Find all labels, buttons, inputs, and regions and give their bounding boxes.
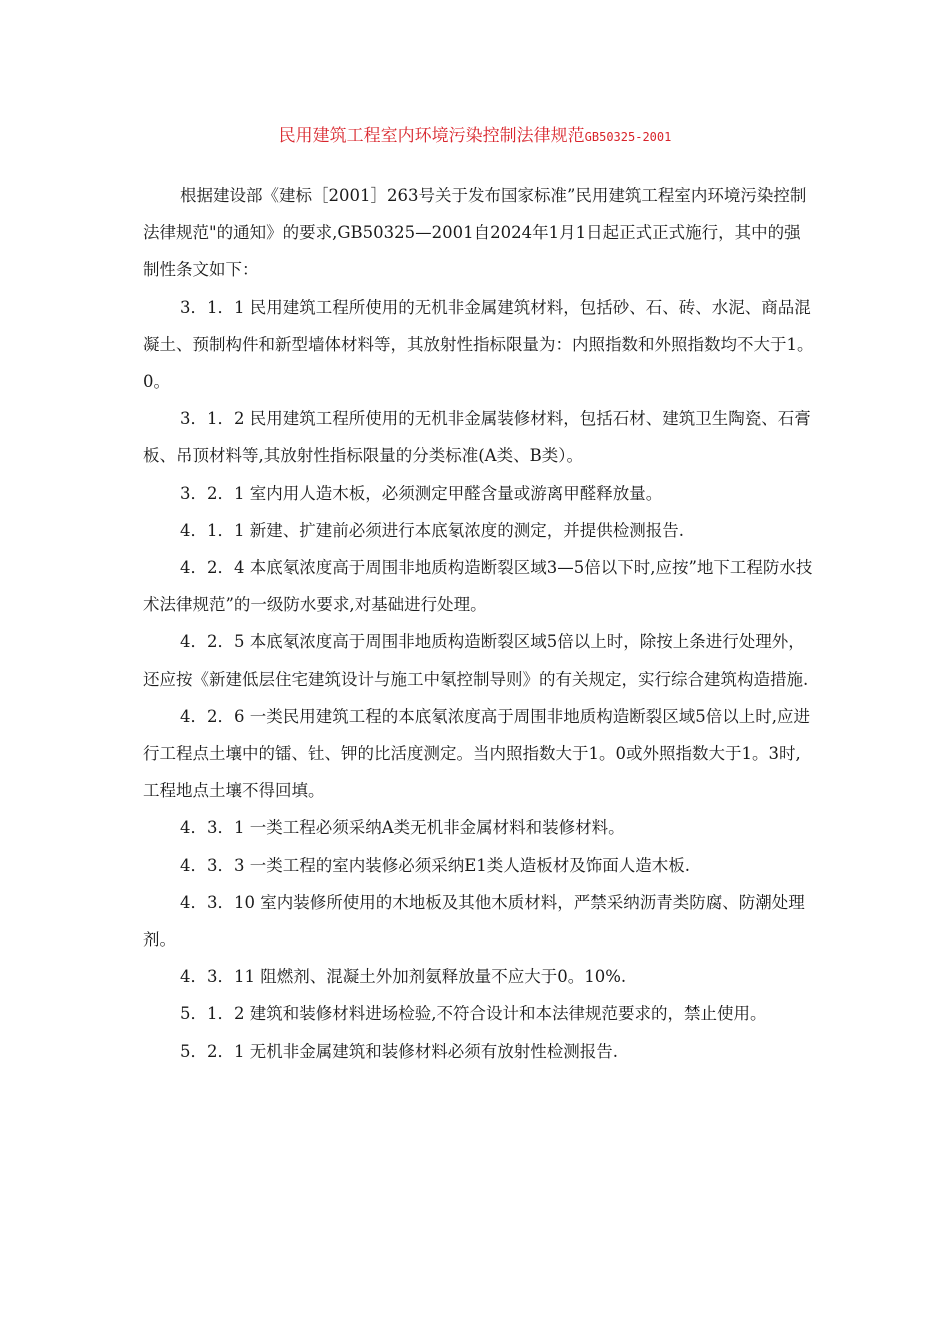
paragraph-3-1-2: 3．1．2 民用建筑工程所使用的无机非金属装修材料，包括石材、建筑卫生陶瓷、石膏板、吊顶材料等,其放射性指标限量的分类标准(A类、B类）。 [143,409,811,466]
paragraph-4-3-1: 4．3．1 一类工程必须采纳A类无机非金属材料和装修材料。 [180,818,625,838]
paragraph-4-2-5: 4．2．5 本底氡浓度高于周围非地质构造断裂区域5倍以上时，除按上条进行处理外，还应按《新建低层住宅建筑设计与施工中氡控制导则》的有关规定，实行综合建筑构造措施. [143,632,809,689]
paragraph-5-2-1: 5．2．1 无机非金属建筑和装修材料必须有放射性检测报告. [180,1041,618,1061]
paragraph-4-3-10: 4．3．10 室内装修所使用的木地板及其他木质材料，严禁采纳沥青类防腐、防潮处理剂。 [143,892,805,950]
document-title [0,124,950,149]
title-code: GB50325-2001 [584,130,672,144]
paragraph-3-1-1: 3．1．1 民用建筑工程所使用的无机非金属建筑材料，包括砂、石、砖、水泥、商品混凝土、预制构件和新型墙体材料等，其放射性指标限量为：内照指数和外照指数均不大于1。0。 [143,297,814,392]
paragraph-4-2-6: 4．2．6 一类民用建筑工程的本底氡浓度高于周围非地质构造断裂区域5倍以上时,应进行工程点土壤中的镭、钍、钾的比活度测定。当内照指数大于1。0或外照指数大于1。3时,工程地点土壤不得回填。 [143,706,810,801]
paragraph-intro: 根据建设部《建标［2001］263号关于发布国家标准”民用建筑工程室内环境污染控制法律规范"的通知》的要求,GB50325—2001自2024年1月1日起正式正式施行，其中的强制性条文如下： [143,186,807,280]
title-text: 民用建筑工程室内环境污染控制法律规范 [278,126,585,146]
paragraph-3-2-1: 3．2．1 室内用人造木板，必须测定甲醛含量或游离甲醛释放量。 [180,483,663,503]
paragraph-4-2-4: 4．2．4 本底氡浓度高于周围非地质构造断裂区域3—5倍以下时,应按”地下工程防水技术法律规范”的一级防水要求,对基础进行处理。 [143,558,813,615]
paragraph-5-1-2: 5．1．2 建筑和装修材料进场检验,不符合设计和本法律规范要求的，禁止使用。 [180,1004,767,1024]
paragraph-4-1-1: 4．1．1 新建、扩建前必须进行本底氡浓度的测定，并提供检测报告. [180,520,684,540]
paragraph-4-3-3: 4．3．3 一类工程的室内装修必须采纳E1类人造板材及饰面人造木板. [180,855,691,875]
paragraph-4-3-11: 4．3．11 阻燃剂、混凝土外加剂氨释放量不应大于0。10%. [180,967,627,987]
document-body [143,177,815,1070]
